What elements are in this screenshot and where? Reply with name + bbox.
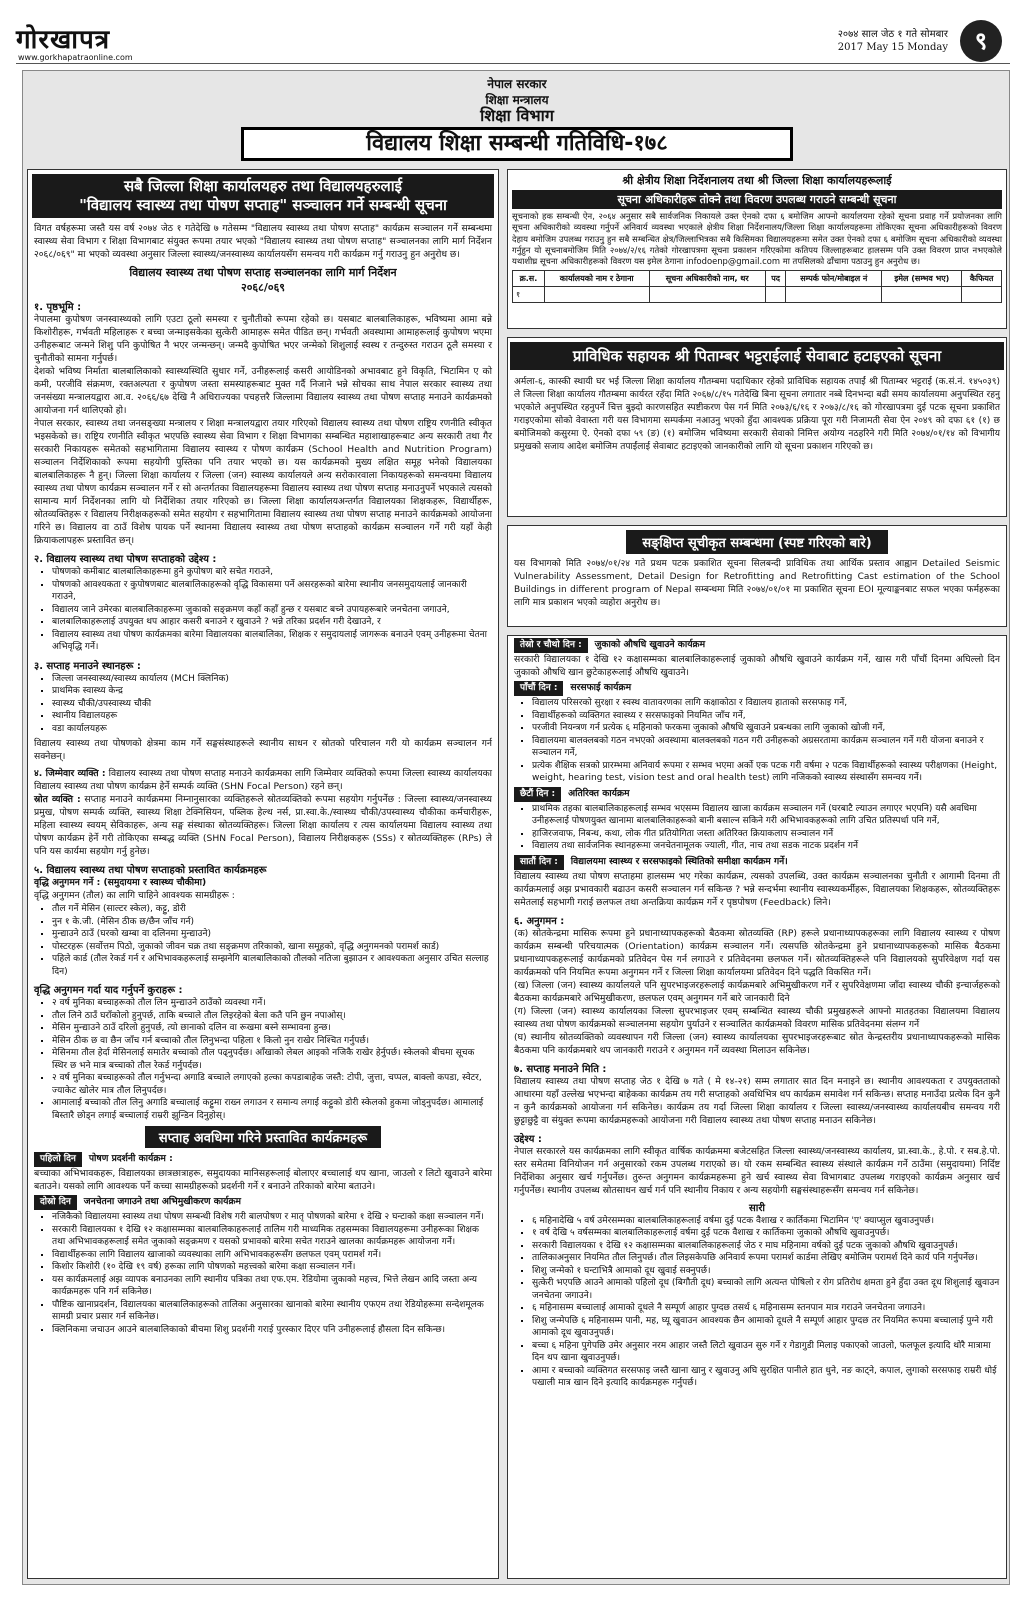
monitoring-item: (क) स्रोतकेन्द्रमा मासिक रूपमा हुने प्रधानाध्यापकहरूको बैठकमा स्रोतव्यक्ति (RP) हरूले प्रधानाध्यापकहरूका लागि विद्यालय स्वास्थ्य र पोषण कार्यक्रम सम्बन्धी परिचयात्मक (Orientation) कार्यक्रम सञ्चालन गर्ने। त्यसपछि स्रोतकेन्द्रमा हुने प्रधानाध्यापकहरूको मासिक बैठकमा प्रधानाध्यापकहरूलाई कार्यक्रमको प्रतिवेदन पेस गर्न लगाउने र प्रतिवेदनमा छलफल गर्ने। स्रोतव्यक्तिहरूले पनि विद्यालयको सुपरिवेक्षण गर्दा यस कार्यक्रमको पनि नियमित रूपमा अनुगमन गर्ने र जिल्ला शिक्षा कार्यालयमा प्रतिवेदन दिने पद्धति विकसित गर्ने। bbox=[514, 927, 1000, 978]
main-banner: विद्यालय शिक्षा सम्बन्धी गतिविधि-१७८ bbox=[241, 127, 793, 161]
list-item: ▪ प्राथमिक स्वास्थ्य केन्द्र bbox=[52, 685, 492, 698]
day2-tag: दोस्रो दिन bbox=[34, 1195, 77, 1210]
table-header: सूचना अधिकारीको नाम, थर bbox=[649, 271, 765, 287]
list-item: ▪ प्राथमिक तहका बालबालिकाहरूलाई सम्भव भएसम्म विद्यालय खाजा कार्यक्रम सञ्चालन गर्ने (घरबाटै ल्याउन लगाएर भएपनि) यसै अवधिमा उनीहरूलाई पोषणयुक्त खानामा बालबालिकाहरूको बानी बसाल्न सकिने गरी अभिभावकहरूको लागि उचित प्रतिस्पर्धा पनि गर्ने, bbox=[532, 803, 1000, 828]
list-item: ▪ पहिले कार्ड (तौल रेकर्ड गर्न र अभिभावकहरूलाई सम्झनेगि बालबालिकाको तौलको नतिजा बुझाउन र आवश्यकता अनुसार उचित सल्लाह दिन) bbox=[52, 953, 492, 978]
monitoring-heading: ६. अनुगमन : bbox=[514, 915, 565, 927]
table-cell: १ bbox=[513, 287, 545, 303]
guide-title: विद्यालय स्वास्थ्य तथा पोषण सप्ताह सञ्चालनका लागि मार्ग निर्देशन bbox=[129, 266, 397, 279]
day5-list bbox=[514, 697, 1000, 785]
table-header-row bbox=[513, 271, 1002, 287]
day34-title: जुकाको औषधि खुवाउने कार्यक्रम bbox=[594, 639, 706, 650]
list-item: ▪ विद्यालय जाने उमेरका बालबालिकाहरूमा जुकाको सङ्क्रमण कहाँ कहाँ हुन्छ र यसबाट बच्ने उपायहरूबारे जनचेतना जगाउने, bbox=[52, 604, 492, 617]
table-row bbox=[513, 287, 1002, 303]
notice-heading-line1: सबै जिल्ला शिक्षा कार्यालयहरु तथा विद्यालयहरुलाई bbox=[124, 177, 402, 195]
table-cell bbox=[765, 287, 785, 303]
day1-title: पोषण प्रदर्शनी कार्यक्रम : bbox=[88, 1153, 173, 1164]
list-item: ▪ २ वर्ष मुनिका बच्चाहरूको तौल लिन मुन्द्याउने ठाउँको व्यवस्था गर्ने। bbox=[52, 997, 492, 1010]
week-heading-wrap bbox=[34, 1126, 492, 1148]
list-item: ▪ आमालाई बच्चाको तौल लिनु अगाडि बच्चालाई कट्टुमा राख्न लगाउन र समान्य लगाई कट्टुको डोरी स्केलको हुकमा जोड्नुपर्दछ। आमालाई बिस्तारै छोड्न लगाई बच्चालाई राम्ररी झुन्डिन दिनुहोस्। bbox=[52, 1097, 492, 1122]
monitoring-tips-list bbox=[34, 997, 492, 1122]
budget-text: नेपाल सरकारले यस कार्यक्रमका लागि स्वीकृत वार्षिक कार्यक्रममा बजेटसहित जिल्ला स्वास्थ्य/जनस्वास्थ्य कार्यालय, प्रा.स्वा.के., हे.पो. र सब.हे.पो. स्तर समेतमा विनियोजन गर्न अनुसारको रकम उपलब्ध गराएको छ। यो रकम सम्बन्धित स्वास्थ्य संस्थाले कार्यक्रम गर्ने ठाउँमा (समुदायमा) निर्दिष्ट निर्देशिका अनुसार खर्च गर्नुपर्नेछ। तुरुन्त अनुगमन कार्यक्रमहरूमा हुने खर्च स्वास्थ्य सेवा विभागबाट उपलब्ध गराइएको कार्यक्रम अनुसार खर्च गर्नुपर्नेछ। स्थानीय उपलब्ध स्रोतसाधन खर्च गर्न पनि स्थानीय निकाय र अन्य सहयोगी सङ्घसंस्थाहरूसँग समन्वय गर्न सकिनेछ। bbox=[514, 1145, 1000, 1196]
day2-list bbox=[34, 1211, 492, 1336]
section4-text: विद्यालय स्वास्थ्य तथा पोषण सप्ताह मनाउने कार्यक्रमका लागि जिम्मेवार व्यक्तिको रूपमा जिल्ला स्वास्थ्य कार्यालयका विद्यालय स्वास्थ्य तथा पोषण कार्यक्रम हेर्ने सम्पर्क व्यक्ति (SHN Focal Person) रहने छन्। bbox=[34, 768, 493, 792]
list-item: ▪ पोषणको आवश्यकता र कुपोषणबाट बालबालिकाहरूको वृद्धि विकासमा पर्ने असरहरूको बारेमा स्थानीय जनसमुदायलाई जानकारी गराउने, bbox=[52, 579, 492, 604]
week-date-text: विद्यालय स्वास्थ्य तथा पोषण सप्ताह जेठ १ देखि ७ गते ( मे १४-२१) सम्म लगातार सात दिन मनाइने छ। स्थानीय आवश्यकता र उपयुक्तताको आधारमा यहाँ उल्लेख भएभन्दा बाहेकका कार्यक्रम तय गरी सप्ताहको अवधिभित्र थप कार्यक्रम समावेश गर्न सकिन्छ। सप्ताह मनाउँदा प्रत्येक दिन कुनै न कुनै कार्यक्रमको आयोजना गर्न सकिनेछ। कार्यक्रम तय गर्दा जिल्ला शिक्षा कार्यालय र जिल्ला स्वास्थ्य/जनस्वास्थ्य कार्यालयबीच समन्वय गरी छुट्टाछुट्टै वा संयुक्त रूपमा कार्यक्रमहरूको आयोजना गरी विद्यालय स्वास्थ्य तथा पोषण सप्ताह मनाउन सकिनेछ। bbox=[514, 1075, 1000, 1126]
day7 bbox=[514, 855, 1000, 870]
section4 bbox=[34, 767, 492, 793]
day1-tag: पहिलो दिन bbox=[34, 1152, 82, 1167]
list-item: ▪ पौष्टिक खानाप्रदर्शन, विद्यालयका बालबालिकाहरूको तालिका अनुसारका खानाको बारेमा स्थानीय एफएम तथा रेडियोहरूमा सन्देशमूलक सामग्री प्रचार प्रसार गर्न सकिनेछ। bbox=[52, 1299, 492, 1324]
notice-intro: विगत वर्षहरूमा जस्तै यस वर्ष २०७४ जेठ १ गतेदेखि ७ गतेसम्म "विद्यालय स्वास्थ्य तथा पोषण सप्ताह" कार्यक्रम सञ्चालन गर्ने सम्बन्धमा स्वास्थ्य सेवा विभाग र शिक्षा विभागबाट संयुक्त रूपमा तयार भएको "विद्यालय स्वास्थ्य तथा पोषण सप्ताह" सञ्चालनका लागि मार्ग निर्देशन २०६८/०६९" मा भएको व्यवस्था अनुसार जिल्ला स्वास्थ्य/जनस्वास्थ्य कार्यालयसँग समन्वय गरी कार्यक्रम गर्नु गराउनु हुन अनुरोध छ। bbox=[34, 223, 492, 260]
government-header bbox=[23, 76, 1011, 124]
day34-text: सरकारी विद्यालयका १ देखि १२ कक्षासम्मका बालबालिकाहरूलाई जुकाको औषधि खुवाउने कार्यक्रम गर्ने, खास गरी पाँचौं दिनमा अघिल्लो दिन जुकाको औषधि खान छुटेकाहरूलाई औषधि खुवाउने। bbox=[514, 654, 1000, 678]
day2 bbox=[34, 1195, 492, 1210]
notice-heading-line2: "विद्यालय स्वास्थ्य तथा पोषण सप्ताह" सञ्चालन गर्ने सम्बन्धी सूचना bbox=[79, 196, 447, 214]
shortlist-heading: सङ्क्षिप्त सूचीकृत सम्बन्धमा (स्पष्ट गरिएको बारे) bbox=[626, 530, 887, 554]
list-item: ▪ मुन्द्याउने ठाउँ (घरको खम्बा वा दलिनमा मुन्द्याउने) bbox=[52, 928, 492, 941]
table-header: सम्पर्क फोन/मोबाइल नं bbox=[786, 271, 882, 287]
table-header: इमेल (सम्भव भए) bbox=[882, 271, 962, 287]
list-item: ▪ सरकारी विद्यालयका १ देखि १२ कक्षासम्मका बालबालिकाहरूलाई तालिम गरी माध्यमिक तहसम्मका विद्यालयहरूमा उनीहरूका शिक्षक तथा अभिभावकहरूलाई समेत जुकाको सङ्क्रमण र यसको प्रभावको बारेमा सचेत गराउने खालका कार्यक्रमहरू आयोजना गर्ने। bbox=[52, 1224, 492, 1249]
list-item: ▪ विद्यालय तथा सार्वजनिक स्थानहरूमा जनचेतनामूलक ज्याली, गीत, नाच तथा सडक नाटक प्रदर्शन गर्ने bbox=[532, 840, 1000, 853]
week-program-continued bbox=[507, 635, 1007, 1579]
list-item: ▪ पोस्टरहरू (सर्वोत्तम पिठो, जुकाको जीवन चक्र तथा सङ्क्रमण तरिकाको, खाना समूहको, वृद्धि अनुगमनको परामर्श कार्ड) bbox=[52, 941, 492, 954]
section5-heading: ५. विद्यालय स्वास्थ्य तथा पोषण सप्ताहको प्रस्तावित कार्यक्रमहरू bbox=[34, 865, 267, 876]
day7-tag: सातौं दिन : bbox=[514, 855, 564, 870]
table-cell bbox=[544, 287, 649, 303]
list-item: ▪ मेसिनमा तौल हेर्दा मेसिनलाई समातेर बच्चाको तौल पढ्नुपर्दछ। आँखाको लेबल आइको नजिकै राखेर हेर्नुपर्छ। स्केलको बीचमा सूचक स्थिर छ भने मात्र बच्चाको तौल रेकर्ड गर्नुपर्दछ। bbox=[52, 1047, 492, 1072]
week-date-heading: ७. सप्ताह मनाउने मिति : bbox=[514, 1063, 607, 1075]
day2-title: जनचेतना जगाउने तथा अभिमुखीकरण कार्यक्रम bbox=[83, 1196, 242, 1207]
budget-heading: उद्देश्य : bbox=[514, 1133, 542, 1145]
website-url[interactable]: www.gorkhapatraonline.com bbox=[18, 53, 133, 62]
day1-text: बच्चाका अभिभावकहरू, विद्यालयका छात्रछात्राहरू, समुदायका मानिसहरूलाई बोलाएर बच्चालाई थप खाना, जाउलो र लिटो खुवाउने बारेमा बताउने। यसको लागि आवश्यक पर्ने कच्चा सामग्रीहरूको प्रदर्शनी गर्ने र बनाउने तरिकाको बारेमा बताउने। bbox=[34, 1168, 492, 1192]
shortlist-text: यस विभागको मिति २०७४/०१/२४ गते प्रथम पटक प्रकाशित सूचना सिलबन्दी प्राविधिक तथा आर्थिक प्रस्ताव आह्वान Detailed Seismic Vulnerability Assessment, Detail Design for Retrofitting and Retrofitting Cast estimation of the School Buildings in different program of Nepal सम्बन्धमा मिति २०७४/०१/०१ मा प्रकाशित सूचना EOI मूल्याङ्कनबाट सफल भएका फर्महरूका लागि मात्र प्रकाशन भएको व्यहोरा अनुरोध छ। bbox=[514, 559, 1000, 608]
day1 bbox=[34, 1152, 492, 1167]
gov-line3: शिक्षा विभाग bbox=[480, 106, 554, 125]
list-item: ▪ १ वर्ष देखि ५ वर्षसम्मका बालबालिकाहरूलाई वर्षमा दुई पटक वैशाख र कार्तिकमा जुकाको औषधि खुवाउनुपर्छ। bbox=[532, 1227, 1000, 1240]
newspaper-logo[interactable]: गोरखापत्र bbox=[16, 25, 111, 55]
list-item: ▪ तौल लिने ठाउँ घराँकोलो हुनुपर्छ, ताकि बच्चाले तौल लिइरहेको बेला कतै पनि छुन नपाओस्। bbox=[52, 1010, 492, 1023]
list-item: ▪ हाजिरजवाफ, निबन्ध, कथा, लोक गीत प्रतियोगिता जस्ता अतिरिक्त क्रियाकलाप सञ्चालन गर्ने bbox=[532, 828, 1000, 841]
section1-heading: १. पृष्ठभूमि : bbox=[34, 302, 82, 313]
list-item: ▪ किशोर किशोरी (१० देखि १९ वर्ष) हरूका लागि पोषणको महत्त्वको बारेमा कक्षा सञ्चालन गर्ने। bbox=[52, 1261, 492, 1274]
day7-text: विद्यालय स्वास्थ्य तथा पोषण सप्ताहमा हालसम्म भए गरेका कार्यक्रम, त्यसको उपलब्धि, उक्त कार्यक्रम सञ्चालनका चुनौती र आगामी दिनमा ती कार्यक्रमलाई अझ प्रभावकारी बढाउन कसरी सञ्चालन गर्न सकिन्छ ? भन्ने सन्दर्भमा स्थानीय स्वास्थ्यकर्मीहरू, विद्यालयका शिक्षकहरू, स्रोतव्यक्तिहरू समेतलाई सहभागी गराई छलफल तथा अन्तक्रिया कार्यक्रम गर्ने र पृष्ठपोषण (Feedback) लिने। bbox=[514, 870, 1000, 908]
section3-note: विद्यालय स्वास्थ्य तथा पोषणको क्षेत्रमा काम गर्ने सङ्घसंस्थाहरूले स्थानीय साधन र स्रोतको परिचालन गरी यो कार्यक्रम सञ्चालन गर्न सक्नेछन्। bbox=[34, 738, 492, 762]
day34 bbox=[514, 638, 1000, 653]
list-item: ▪ स्थानीय विद्यालयहरू bbox=[52, 710, 492, 723]
info-notice-text: सूचनाको हक सम्बन्धी ऐन, २०६४ अनुसार सबै सार्वजनिक निकायले उक्त ऐनको दफा ६ बमोजिम आफ्नो कार्यालयमा रहेको सूचना प्रवाह गर्ने प्रयोजनका लागि सूचना अधिकारीको व्यवस्था गर्नुपर्ने अनिवार्य व्यवस्था भएकाले क्षेत्रीय शिक्षा निर्देशनालय/जिल्ला शिक्षा कार्यालयहरूमा तोकिएका सूचना अधिकारीहरूको विवरण देहाय बमोजिम उपलब्ध गराउनु हुन सबै सम्बन्धित क्षेत्र/जिल्लाभित्रका सबै किसिमका विद्यालयहरूमा समेत उक्त ऐनको दफा ६ बमोजिम सूचना अधिकारीको व्यवस्था गर्नुहुन यो सूचनाबमोजिम मिति २०७४/२/१६ गतेको गोरखापत्रमा सूचना प्रकाशन गरिएकोमा कतिपय जिल्लाहरूबाट हालसम्म पनि उक्त विवरण प्राप्त नभएकोले यथाशीघ्र सूचना अधिकारीहरूको विवरण यस इमेल ठेगाना infodoenp@gmail.com मा तपसिलको ढाँचामा पठाउनु हुन अनुरोध छ। bbox=[512, 211, 1002, 267]
list-item: ▪ परजीवी नियन्त्रण गर्न प्रत्येक ६ महिनाको फरकमा जुकाको औषधि खुवाउने प्रबन्धका लागि जुकाको खोजी गर्ने, bbox=[532, 722, 1000, 735]
section5-sub: वृद्धि अनुगमन गर्ने : (समुदायमा र स्वास्थ्य चौकीमा) bbox=[34, 877, 207, 888]
section5-intro: वृद्धि अनुगमन (तौल) का लागि चाहिने आवश्यक सामग्रीहरू : bbox=[34, 890, 235, 901]
list-item: ▪ मेसिन ठीक छ वा छैन जाँच गर्न बच्चाको तौल लिनुभन्दा पहिला १ किलो नुन राखेर निश्चित गर्नुपर्छ। bbox=[52, 1035, 492, 1048]
list-item: ▪ तौल गर्ने मेसिन (साल्टर स्केल), कट्टु, डोरी bbox=[52, 903, 492, 916]
day5-tag: पाँचौं दिन : bbox=[514, 681, 563, 696]
list-item: ▪ क्लिनिकमा जचाउन आउने बालबालिकाको बीचमा शिशु प्रदर्शनी गराई पुरस्कार दिएर पनि उनीहरूलाई हौसला दिन सकिन्छ। bbox=[52, 1324, 492, 1337]
info-officer-notice bbox=[507, 169, 1007, 329]
monitoring-item: (घ) स्थानीय स्रोतव्यक्तिको व्यवस्थापन गरी जिल्ला (जन) स्वास्थ्य कार्यालयका सुपरभाइजरहरूबाट स्रोत केन्द्रस्तरीय प्रधानाध्यापकहरूको मासिक बैठकमा पनि कार्यक्रमबारे थप जानकारी गराउने र अनुगमन गर्ने व्यवस्था मिलाउन सकिनेछ। bbox=[514, 1031, 1000, 1056]
table-header: कैफियत bbox=[962, 271, 1002, 287]
list-item: ▪ आमा र बच्चाको व्यक्तिगत सरसफाइ जस्तै खाना खानु र खुवाउनु अघि सुरक्षित पानीले हात धुने, नङ काट्ने, कपाल, लुगाको सरसफाइ राम्ररी धोई पखाली मात्र खान दिने इत्यादि कार्यक्रमहरू गर्नुपर्छ। bbox=[532, 1365, 1000, 1390]
page-number: ९ bbox=[960, 20, 1002, 62]
list-item: ▪ प्रत्येक शैक्षिक सत्रको प्रारम्भमा अनिवार्य रूपमा र सम्भव भएमा अर्को एक पटक गरी वर्षमा २ पटक विद्यार्थीहरूको स्वास्थ्य परीक्षणका (Height, weight, hearing test, vision test and oral health test) लागि नजिकको स्वास्थ्य संस्थासँग समन्वय गर्ने। bbox=[532, 760, 1000, 785]
gov-line1: नेपाल सरकार bbox=[487, 77, 547, 91]
day6-list bbox=[514, 803, 1000, 853]
list-item: ▪ ६ महिनादेखि ५ वर्ष उमेरसम्मका बालबालिकाहरूलाई वर्षमा दुई पटक वैशाख र कार्तिकमा भिटामिन 'ए' क्याप्सुल खुवाउनुपर्छ। bbox=[532, 1215, 1000, 1228]
shortlist-notice bbox=[507, 525, 1007, 627]
section3-heading: ३. सप्ताह मनाउने स्थानहरू : bbox=[34, 660, 141, 672]
table-header: पद bbox=[765, 271, 785, 287]
day7-title: विद्यालयमा स्वास्थ्य र सरसफाइको स्थितिको समीक्षा कार्यक्रम गर्ने। bbox=[570, 855, 788, 867]
section2-heading: २. विद्यालय स्वास्थ्य तथा पोषण सप्ताहको उद्देश्य : bbox=[34, 554, 217, 565]
removal-heading: प्राविधिक सहायक श्री पिताम्बर भट्टराईलाई सेवाबाट हटाइएको सूचना bbox=[510, 342, 1004, 370]
list-item: ▪ विद्यार्थीहरूको व्यक्तिगत स्वास्थ्य र सरसफाइको नियमित जाँच गर्ने, bbox=[532, 710, 1000, 723]
list-item: ▪ नुन १ के.जी. (मेसिन ठीक छ/छैन जाँच गर्न) bbox=[52, 916, 492, 929]
table-cell bbox=[786, 287, 882, 303]
table-cell bbox=[882, 287, 962, 303]
table-cell bbox=[649, 287, 765, 303]
masthead bbox=[16, 20, 1010, 64]
service-removal-notice bbox=[507, 337, 1007, 517]
day6 bbox=[514, 787, 1000, 802]
list-item: ▪ २ वर्ष मुनिका बच्चाहरूको तौल गर्नुभन्दा अगाडि बच्चाले लगाएको हल्का कपडाबाहेक जस्तै: टोपी, जुत्ता, चप्पल, बाक्लो कपडा, स्वेटर, ज्याकेट खोलेर मात्र तौल लिनुपर्दछ। bbox=[52, 1072, 492, 1097]
day6-title: अतिरिक्त कार्यक्रम bbox=[568, 787, 630, 799]
list-item: ▪ पोषणको कमीबाट बालबालिकाहरूमा हुने कुपोषण बारे सचेत गराउने, bbox=[52, 566, 492, 579]
saar-heading: सारी bbox=[748, 1202, 766, 1214]
info-notice-subheading: सूचना अधिकारीहरू तोक्ने तथा विवरण उपलब्ध गराउने सम्बन्धी सूचना bbox=[512, 190, 1002, 209]
list-item: ▪ तालिकाअनुसार नियमित तौल लिनुपर्छ। तौल लिइसकेपछि अनिवार्य रूपमा परामर्श कार्डमा लेखिए बमोजिम परामर्श दिने कार्य पनि गर्नुपर्नेछ। bbox=[532, 1252, 1000, 1265]
list-item: ▪ विद्यालय परिसरको सुरक्षा र स्वस्थ वातावरणका लागि कक्षाकोठा र विद्यालय हाताको सरसफाइ गर्ने, bbox=[532, 697, 1000, 710]
list-item: ▪ सरकारी विद्यालयका १ देखि १२ कक्षासम्मका बालबालिकाहरूलाई जेठ र माघ महिनामा वर्षको दुई पटक जुकाको औषधि खुवाउनुपर्छ। bbox=[532, 1240, 1000, 1253]
table-header: कार्यालयको नाम र ठेगाना bbox=[544, 271, 649, 287]
list-item: ▪ विद्यालयमा बालक्लबको गठन नभएको अवस्थामा बालक्लबको गठन गरी उनीहरूको अग्रसरतामा कार्यक्रम सञ्चालन गर्ने गरी योजना बनाउने र सञ्चालन गर्ने, bbox=[532, 735, 1000, 760]
section4-heading: ४. जिम्मेवार व्यक्ति : bbox=[34, 768, 106, 779]
school-health-notice bbox=[27, 169, 499, 1579]
section2-list bbox=[34, 566, 492, 654]
materials-list bbox=[34, 903, 492, 978]
section1-para2: देशको भविष्य निर्माता बालबालिकाको स्वास्थ्यस्थिति सुधार गर्ने, उनीहरूलाई कसरी आयोडिनको अभावबाट हुने विकृति, भिटामिन ए को कमी, परजीवि संक्रमण, रक्तअल्पता र कुपोषण जस्ता समस्याहरूबाट मुक्त गर्दै निजाने भन्ने सोचका साथ नेपाल सरकार स्वास्थ्य तथा जनसंख्या मन्त्रालयद्वारा आ.व. २०६६/६७ देखि नै अधिराज्यका पचहत्तरै जिल्लामा विद्यालय स्वास्थ्य तथा पोषण सप्ताह मनाउने कार्यक्रमको आयोजना गर्न थालिएको हो। bbox=[34, 366, 492, 416]
date-english: 2017 May 15 Monday bbox=[837, 42, 948, 53]
list-item: ▪ बालबालिकाहरूलाई उपयुक्त थप आहार कसरी बनाउने र खुवाउने ? भन्ने तरिका प्रदर्शन गरी देखाउने, र bbox=[52, 616, 492, 629]
list-item: ▪ सुत्केरी भएपछि आउने आमाको पहिलो दूध (बिगौती दूध) बच्चाको लागि अत्यन्त पोषिलो र रोग प्रतिरोध क्षमता हुने हुँदा उक्त दूध शिशुलाई खुवाउन जनचेतना जगाउने। bbox=[532, 1277, 1000, 1302]
list-item: ▪ स्वास्थ्य चौकी/उपस्वास्थ्य चौकी bbox=[52, 698, 492, 711]
section1-para3: नेपाल सरकार, स्वास्थ्य तथा जनसङ्ख्या मन्त्रालय र शिक्षा मन्त्रालयद्वारा तयार गरिएको विद्यालय स्वास्थ्य तथा पोषण राष्ट्रिय रणनीति स्वीकृत भइसकेको छ। राष्ट्रिय रणनीति स्वीकृत भएपछि स्वास्थ्य सेवा विभाग र शिक्षा विभागका सम्बन्धित महाशाखाहरूबाट अन्य सरकारी तथा गैर सरकारी निकायहरू समेतको सहभागितामा विद्यालय स्वास्थ्य र पोषण कार्यक्रम (School Health and Nutrition Program) सञ्चालन निर्देशिकाको रूपमा सहयोगी पुस्तिका पनि तयार भएको छ। यस कार्यक्रमको मुख्य लक्षित समूह भनेको विद्यालयका बालबालिकाहरू नै हुन्। जिल्ला शिक्षा कार्यालय र जिल्ला (जन) स्वास्थ्य कार्यालयले अन्य सरोकारवाला निकायहरूको समन्वयमा विद्यालय स्वास्थ्य तथा पोषण कार्यक्रम सञ्चालन गर्ने र सो अन्तर्गतका विद्यालयहरूमा विद्यालय स्वास्थ्य तथा पोषण सप्ताह मनाउनुपर्ने भएकाले त्यसको सामान्य मार्ग निर्देशनका लागि यो निर्देशिका तयार गरिएको छ। जिल्ला शिक्षा कार्यालयअन्तर्गत विद्यालयका शिक्षकहरू, विद्यार्थीहरू, स्रोतव्यक्तिहरू र विद्यालय निरीक्षकहरूको समेत सहयोग र सहभागितामा विद्यालय स्वास्थ्य तथा पोषण सप्ताह मनाउने कार्यक्रमको आयोजना गरिने छ। विद्यालय वा ठाउँ विशेष पायक पर्ने स्थानमा विद्यालय स्वास्थ्य तथा पोषण सप्ताहको कार्यक्रम सञ्चालन गर्ने गरी यहाँ केही क्रियाकलापहरू प्रस्तावित छन्। bbox=[34, 418, 492, 546]
week-heading: सप्ताह अवधिमा गरिने प्रस्तावित कार्यक्रमहरू bbox=[145, 1126, 381, 1148]
resource-heading: स्रोत व्यक्ति : bbox=[34, 794, 81, 805]
resource-persons bbox=[34, 793, 492, 858]
list-item: ▪ शिशु जन्मेको १ घन्टाभित्रै आमाको दूध खुवाई सक्नुपर्छ। bbox=[532, 1265, 1000, 1278]
section1-para1: नेपालमा कुपोषण जनस्वास्थ्यको लागि एउटा ठूलो समस्या र चुनौतीको रूपमा रहेको छ। यसबाट बालबालिकाहरू, भविष्यमा आमा बन्ने किशोरीहरू, गर्भवती महिलाहरू र बच्चा जन्माइसकेका सुत्केरी आमाहरू समेत पीडित छन्। गर्भवती अवस्थामा आमाहरूलाई कुपोषण भएमा उनीहरूबाट जन्मने शिशु पनि कुपोषित नै भएर जन्मन्छन्। जन्मदै कुपोषित भएर जन्मेको शिशुलाई स्वस्थ र तन्दुरुस्त गराउन ठूलै समस्या र चुनौतीको सामना गर्नुपर्छ। bbox=[34, 314, 492, 364]
day34-tag: तेस्रो र चौथो दिन : bbox=[514, 638, 588, 653]
resource-text: सप्ताह मनाउने कार्यक्रममा निम्नानुसारका व्यक्तिहरूले स्रोतव्यक्तिको रूपमा सहयोग गर्नुपर्नेछ : जिल्ला स्वास्थ्य/जनस्वास्थ्य प्रमुख, पोषण सम्पर्क व्यक्ति, स्वास्थ्य शिक्षा टेक्निसियन, पब्लिक हेल्थ नर्स, प्रा.स्वा.के./स्वास्थ्य चौकी/उपस्वास्थ्य चौकीका कर्मचारीहरू, महिला स्वास्थ्य स्वयम् सेविकाहरू, अन्य सङ्घ संस्थाका स्रोतव्यक्तिहरू। जिल्ला शिक्षा कार्यालय र त्यस कार्यालयमा विद्यालय स्वास्थ्य तथा पोषण कार्यक्रम हेर्ने गरी तोकिएका सम्बद्ध व्यक्ति (SHN Focal Person), विद्यालय निरीक्षकहरू (SSs) र स्रोतव्यक्तिहरू (RPs) ले पनि यस कार्यमा सहयोग गर्नु हुनेछ। bbox=[34, 794, 492, 857]
advertisement-sheet bbox=[22, 70, 1010, 1585]
monitoring-item: (ग) जिल्ला (जन) स्वास्थ्य कार्यालयका जिल्ला सुपरभाइजर एवम् सम्बन्धित स्वास्थ्य चौकी प्रमुखहरूले आफ्नो मातहतका विद्यालयमा विद्यालय स्वास्थ्य तथा पोषण कार्यक्रमको सञ्चालनमा सहयोग पुर्याउने र सञ्चालित कार्यक्रमको विवरण मासिक प्रतिवेदनमा संलग्न गर्ने bbox=[514, 1005, 1000, 1030]
list-item: ▪ बच्चा ६ महिना पुगेपछि उमेर अनुसार नरम आहार जस्तै लिटो खुवाउन सुरु गर्ने र गेडागुडी मिलाइ पकाएको जाउलो, फलफूल इत्यादि थोरै मात्रामा दिन थप खाना खुवाउनुपर्छ। bbox=[532, 1340, 1000, 1365]
monitoring-tips-heading: वृद्धि अनुगमन गर्दा याद गर्नुपर्ने कुराहरू : bbox=[34, 985, 183, 996]
list-item: ▪ मेसिन मुन्द्याउने ठाउँ दरिलो हुनुपर्छ, त्यो छानाको दलिन वा रूखमा बस्ने सम्भावना हुन्छ। bbox=[52, 1022, 492, 1035]
list-item: ▪ वडा कार्यालयहरू bbox=[52, 723, 492, 736]
table-header: क्र.स. bbox=[513, 271, 545, 287]
list-item: ▪ विद्यालय स्वास्थ्य तथा पोषण कार्यक्रमका बारेमा विद्यालयका बालबालिका, शिक्षक र समुदायलाई जागरूक बनाउने एवम् उनीहरूमा चेतना अभिवृद्धि गर्ने। bbox=[52, 629, 492, 654]
gov-line2: शिक्षा मन्त्रालय bbox=[485, 93, 549, 107]
list-item: ▪ विद्यार्थीहरूका लागि विद्यालय खाजाको व्यवस्थाका लागि अभिभावकहरूसँग छलफल एवम् परामर्श गर्ने। bbox=[52, 1249, 492, 1262]
shortlist-heading-wrap bbox=[514, 530, 1000, 554]
list-item: ▪ ६ महिनासम्म बच्चालाई आमाको दूधले नै सम्पूर्ण आहार पुग्दछ तसर्थ ६ महिनासम्म स्तनपान मात्र गराउने जनचेतना जगाउने। bbox=[532, 1302, 1000, 1315]
list-item: ▪ नजिकैको विद्यालयमा स्वास्थ्य तथा पोषण सम्बन्धी विशेष गरी बालपोषण र मातृ पोषणको बारेमा १ देखि २ घन्टाको कक्षा सञ्चालन गर्ने। bbox=[52, 1211, 492, 1224]
info-notice-heading: श्री क्षेत्रीय शिक्षा निर्देशनालय तथा श्री जिल्ला शिक्षा कार्यालयहरूलाई bbox=[622, 174, 892, 187]
list-item: ▪ यस कार्यक्रमलाई अझ व्यापक बनाउनका लागि स्थानीय पत्रिका तथा एफ.एम. रेडियोमा जुकाको महत्त्व, भित्ते लेखन आदि जस्ता अन्य कार्यक्रमहरू पनि गर्न सकिनेछ। bbox=[52, 1274, 492, 1299]
table-cell bbox=[962, 287, 1002, 303]
removal-text: अर्मला-६, कास्की स्थायी घर भई जिल्ला शिक्षा कार्यालय गौतम्बमा पदाधिकार रहेको प्राविधिक सहायक तपाईं श्री पिताम्बर भट्टराई (क.सं.नं. १४५०३९) ले जिल्ला शिक्षा कार्यालय गौतम्बमा कार्यरत रहँदा मिति २०६७/८/१५ गतेदेखि बिना सूचना लगातार नब्बे दिनभन्दा बढी समय कार्यालयमा अनुपस्थित रहनु भएकोले अनुपस्थित रहनुपर्ने चित्त बुझ्दो कारणसहित स्पष्टीकरण पेस गर्न मिति २०७३/६/१६ र २०७३/८/१६ को गोरखापत्रमा दुई पटक सूचना प्रकाशित गराइएकोमा सोको वेवास्ता गरी यस विभागमा सम्पर्कमा नआउनु भएको हुँदा आवश्यक प्रक्रिया पूरा गरी निजामती सेवा ऐन २०४९ को दफा ६१ (१) छ बमोजिमको कसुरमा ऐ. ऐनको दफा ५९ (ङ) (१) बमोजिम भविष्यमा सरकारी सेवाको निमित्त अयोग्य नठहरिने गरी मिति २०७४/०१/१४ को विभागीय प्रमुखको सजाय आदेश बमोजिम तपाईंलाई सेवाबाट हटाइएको जानकारीको लागि यो सूचना प्रकाशन गरिएको छ। bbox=[514, 377, 1000, 452]
date-nepali: २०७४ साल जेठ १ गते सोमबार bbox=[837, 29, 948, 40]
list-item: ▪ जिल्ला जनस्वास्थ्य/स्वास्थ्य कार्यालय (MCH क्लिनिक) bbox=[52, 673, 492, 686]
day5-title: सरसफाई कार्यक्रम bbox=[570, 682, 632, 693]
section3-list bbox=[34, 673, 492, 736]
day6-tag: छैटौं दिन : bbox=[514, 787, 561, 802]
list-item: ▪ शिशु जन्मेपछि ६ महिनासम्म पानी, मह, घ्यू खुवाउन आवश्यक छैन आमाको दूधले नै सम्पूर्ण आहार पुग्दछ तर नियमित रूपमा बच्चालाई पुग्ने गरी आमाको दूध खुवाउनुपर्छ। bbox=[532, 1315, 1000, 1340]
notice-heading bbox=[32, 174, 494, 218]
info-officer-table bbox=[512, 270, 1002, 303]
guide-year: २०६८/०६९ bbox=[240, 281, 286, 294]
day5 bbox=[514, 681, 1000, 696]
dateline bbox=[838, 28, 948, 54]
saar-list bbox=[514, 1215, 1000, 1390]
monitoring-item: (ख) जिल्ला (जन) स्वास्थ्य कार्यालयले पनि सुपरभाइजरहरूलाई कार्यक्रमबारे अभिमुखीकरण गर्ने र सुपरिवेक्षणमा जाँदा स्वास्थ्य चौकी इन्चार्जहरूको बैठकमा कार्यक्रमबारे अभिमुखीकरण, छलफल एवम् अनुगमन गर्ने बारे जानकारी दिने bbox=[514, 979, 1000, 1004]
